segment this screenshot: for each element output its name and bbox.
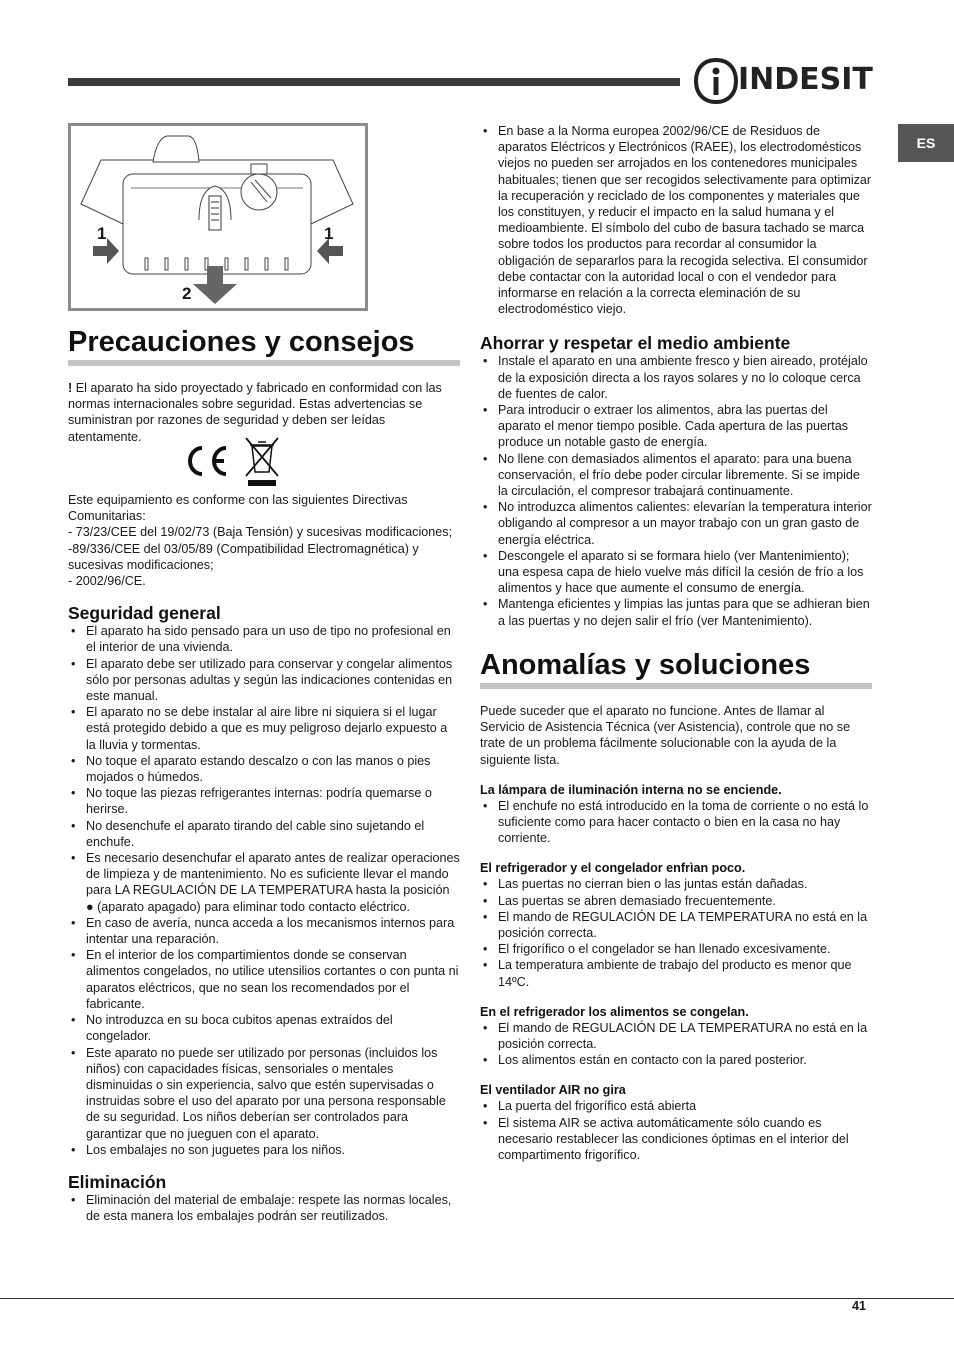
ce-weee-symbols (180, 436, 280, 488)
seguridad-list (68, 623, 460, 1158)
figure-label-1-right: 1 (324, 224, 334, 243)
ahorrar-list (480, 353, 872, 628)
list-item: • El enchufe no está introducido en la toma de corriente o no está lo suficiente como para hacer contacto o bien en la casa no hay corriente. (480, 798, 872, 847)
list-item: • Las puertas se abren demasiado frecuentemente. (480, 893, 872, 909)
indesit-logo (694, 56, 873, 106)
list-item: • En caso de avería, nunca acceda a los mecanismos internos para intentar una reparación. (68, 915, 460, 947)
right-column (480, 123, 872, 1163)
list-item: • Para introducir o extraer los alimentos, abra las puertas del aparato el menor tiempo posible. Cada apertura de las puertas produce un notable gasto de energía. (480, 402, 872, 451)
list-item: • El mando de REGULACIÓN DE LA TEMPERATURA no está en la posición correcta. (480, 1020, 872, 1052)
anomalias-title: Anomalías y soluciones (480, 649, 872, 689)
list-item: • El aparato ha sido pensado para un uso de tipo no profesional en el interior de una vivienda. (68, 623, 460, 655)
list-item: • En base a la Norma europea 2002/96/CE de Residuos de aparatos Eléctricos y Electrónicos (RAEE), los electrodomésticos viejos no pueden ser arrojados en los contenedores municipales habituales; tienen que ser recogidos selectivamente para optimizar la recuperación y reciclado de los componentes y materiales que los constituyen, y reducir el impacto en la salud humana y el medioambiente. El símbolo del cubo de basura tachado se marca sobre todos los productos para recordar al consumidor la obligación de separarlos para la recogida selectiva. El consumidor debe contactar con la autoridad local o con el vendedor para informarse en relación a la correcta eleminación de su electrodoméstico viejo. (480, 123, 872, 317)
precauciones-title: Precauciones y consejos (68, 326, 460, 366)
appliance-diagram-icon (71, 126, 365, 308)
list-item: • Descongele el aparato si se formara hielo (ver Mantenimiento); una espesa capa de hielo vuelve más difícil la cesión de frío a los alimentos y hace que aumente el consumo de energía. (480, 548, 872, 597)
list-item: • El frigorífico o el congelador se han llenado excesivamente. (480, 941, 872, 957)
warning-mark: ! (68, 381, 73, 395)
brand-wordmark: INDESIT (738, 62, 873, 97)
list-item: • El mando de REGULACIÓN DE LA TEMPERATURA no está en la posición correcta. (480, 909, 872, 941)
list-item: • Los alimentos están en contacto con la pared posterior. (480, 1052, 872, 1068)
list-item: • No toque las piezas refrigerantes internas: podría quemarse o herirse. (68, 785, 460, 817)
list-item: • Mantenga eficientes y limpias las juntas para que se adhieran bien a las puertas y no dejen salir el frío (ver Mantenimiento). (480, 596, 872, 628)
figure-label-1-left: 1 (97, 224, 107, 243)
list-item: • El sistema AIR se activa automáticamente sólo cuando es necesario restablecer las condiciones óptimas en el interior del compartimento frigorífico. (480, 1115, 872, 1164)
crossed-bin-icon (244, 436, 280, 488)
list-item: • Las puertas no cierran bien o las juntas están dañadas. (480, 876, 872, 892)
list-item: • Instale el aparato en una ambiente fresco y bien aireado, protéjalo de la exposición directa a los rayos solares y no lo coloque cerca de fuentes de calor. (480, 353, 872, 402)
figure-label-2: 2 (182, 284, 192, 303)
precauciones-intro-text: El aparato ha sido proyectado y fabricado en conformidad con las normas internacionales sobre seguridad. Estas advertencias se suministran por razones de seguridad y deben ser leídas atentamente. (68, 381, 442, 444)
list-item: • La puerta del frigorífico está abierta (480, 1098, 872, 1114)
anomalia-heading: El ventilador AIR no gira (480, 1083, 626, 1098)
anomalia-list (480, 798, 872, 847)
list-item: • Eliminación del material de embalaje: respete las normas locales, de esta manera los embalajes podrán ser reutilizados. (68, 1192, 460, 1224)
list-item: • El aparato debe ser utilizado para conservar y congelar alimentos sólo por personas adultas y según las indicaciones contenidas en este manual. (68, 656, 460, 705)
anomalia-list (480, 1020, 872, 1069)
ahorrar-title: Ahorrar y respetar el medio ambiente (480, 333, 791, 354)
anomalias-intro: Puede suceder que el aparato no funcione. Antes de llamar al Servicio de Asistencia Técnica (ver Asistencia), controle que no se trate de un problema fácilmente solucionable con la ayuda de la siguiente lista. (480, 703, 851, 767)
page-number: 41 (852, 1299, 867, 1313)
list-item: • Este aparato no puede ser utilizado por personas (incluidos los niños) con capacidades físicas, sensoriales o mentales disminuidas o sin experiencia, salvo que estén supervisadas o instruidas sobre el uso del aparato por una persona responsable de su seguridad. Los niños deberían ser controlados para garantizar que no jueguen con el aparato. (68, 1045, 460, 1142)
logo-i-icon (694, 56, 738, 106)
list-item: • No toque el aparato estando descalzo o con las manos o pies mojados o húmedos. (68, 753, 460, 785)
header-rule (68, 78, 680, 86)
anomalia-list (480, 876, 872, 989)
directivas-line-0: Este equipamiento es conforme con las siguientes Directivas Comunitarias: (68, 493, 408, 524)
footer-rule (0, 1298, 954, 1299)
directivas-line-2: -89/336/CEE del 03/05/89 (Compatibilidad Electromagnética) y sucesivas modificaciones; (68, 541, 419, 572)
list-item: • No llene con demasiados alimentos el aparato: para una buena conservación, el frío debe poder circular libremente. Si se impide la circulación, el compresor trabajará continuamente. (480, 451, 872, 500)
eliminacion-title: Eliminación (68, 1171, 167, 1192)
eliminacion-list-cont (480, 123, 872, 317)
list-item: • Los embalajes no son juguetes para los niños. (68, 1142, 460, 1158)
eliminacion-list (68, 1192, 460, 1224)
list-item: • En el interior de los compartimientos donde se conservan alimentos congelados, no utilice utensilios cortantes o con punta ni aparatos eléctricos, que no sean los recomendados por el fabricante. (68, 947, 460, 1012)
anomalia-heading: En el refrigerador los alimentos se congelan. (480, 1004, 749, 1019)
list-item: • No introduzca alimentos calientes: elevarían la temperatura interior obligando al compresor a un mayor trabajo con un gran gasto de energía eléctrica. (480, 499, 872, 548)
list-item: • El aparato no se debe instalar al aire libre ni siquiera si el lugar está protegido debido a que es muy peligroso dejarlo expuesto a la lluvia y tormentas. (68, 704, 460, 753)
list-item: • No desenchufe el aparato tirando del cable sino sujetando el enchufe. (68, 818, 460, 850)
filter-removal-figure (68, 123, 368, 311)
anomalia-list (480, 1098, 872, 1163)
list-item: • No introduzca en su boca cubitos apenas extraídos del congelador. (68, 1012, 460, 1044)
seguridad-title: Seguridad general (68, 603, 221, 624)
list-item: • Es necesario desenchufar el aparato antes de realizar operaciones de limpieza y de mantenimiento. No es suficiente llevar el mando para LA REGULACIÓN DE LA TEMPERATURA hasta la posición ● (aparato apagado) para eliminar todo contacto eléctrico. (68, 850, 460, 915)
directivas-line-3: - 2002/96/CE. (68, 574, 146, 589)
anomalia-heading: El refrigerador y el congelador enfrìan poco. (480, 861, 746, 876)
anomalia-heading: La lámpara de iluminación interna no se enciende. (480, 782, 782, 797)
directivas-block (68, 492, 460, 1224)
list-item: • La temperatura ambiente de trabajo del producto es menor que 14ºC. (480, 957, 872, 989)
precauciones-section (68, 326, 460, 445)
directivas-line-1: - 73/23/CEE del 19/02/73 (Baja Tensión) y sucesivas modificaciones; (68, 525, 453, 540)
language-tab: ES (898, 124, 954, 162)
